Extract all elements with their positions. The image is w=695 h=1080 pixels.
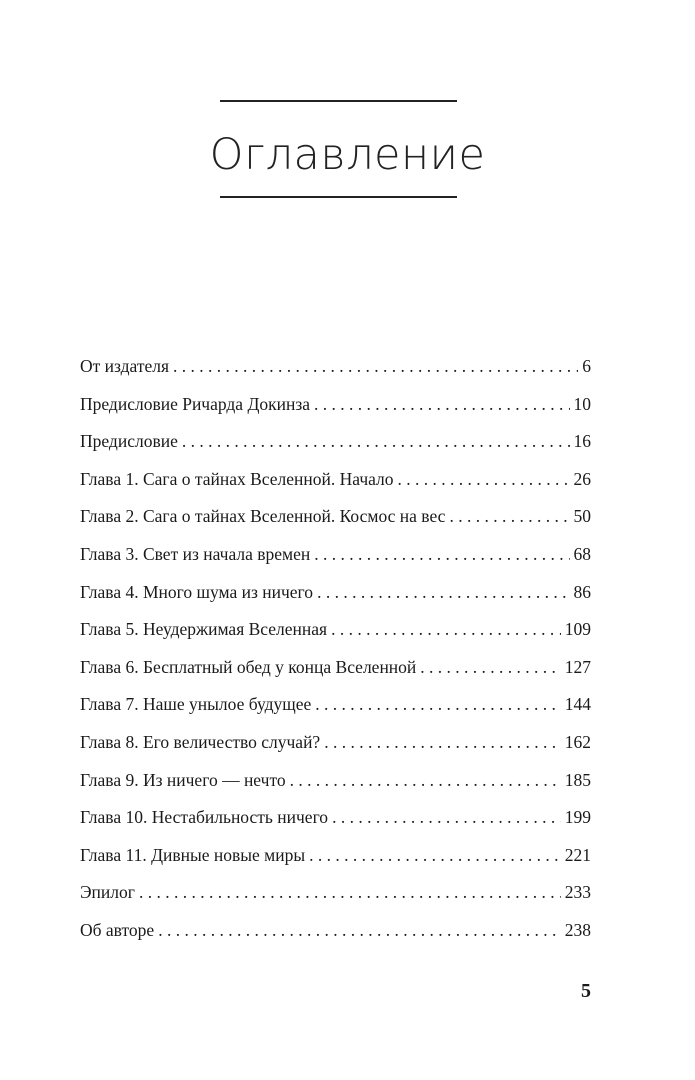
title-rule-bottom	[220, 196, 457, 198]
toc-entry-label: Предисловие Ричарда Докинза	[80, 393, 311, 414]
dot-leader	[398, 469, 570, 490]
toc-entry-label: Глава 9. Из ничего — нечто	[80, 769, 286, 790]
toc-entry	[80, 920, 591, 958]
dot-leader	[331, 619, 561, 640]
toc-entry-label: От издателя	[80, 356, 170, 376]
toc-entry	[80, 544, 591, 582]
toc-entry-page: 185	[564, 769, 591, 790]
toc-entry-page: 233	[564, 882, 591, 903]
toc-entry	[80, 619, 591, 657]
toc-entry-page: 68	[573, 543, 591, 564]
toc-entry	[80, 582, 591, 620]
toc-entry	[80, 657, 591, 695]
table-of-contents	[80, 356, 591, 958]
toc-entry	[80, 732, 591, 770]
toc-entry-page: 26	[573, 468, 591, 489]
dot-leader	[173, 356, 578, 377]
dot-leader	[309, 845, 561, 866]
toc-entry	[80, 394, 591, 432]
dot-leader	[324, 732, 561, 753]
toc-entry	[80, 694, 591, 732]
toc-entry-page: 6	[582, 356, 591, 376]
toc-entry-label: Об авторе	[80, 919, 155, 940]
toc-entry-page: 144	[564, 694, 591, 715]
toc-entry	[80, 845, 591, 883]
toc-entry-page: 221	[564, 844, 591, 865]
toc-entry-label: Глава 3. Свет из начала времен	[80, 543, 311, 564]
toc-entry	[80, 882, 591, 920]
toc-entry-label: Эпилог	[80, 882, 135, 903]
toc-entry-label: Глава 7. Наше унылое будущее	[80, 694, 312, 715]
toc-entry	[80, 431, 591, 469]
toc-entry-label: Глава 2. Сага о тайнах Вселенной. Космос на вес	[80, 506, 446, 527]
toc-entry-page: 10	[573, 393, 591, 414]
toc-entry	[80, 506, 591, 544]
dot-leader	[449, 506, 569, 527]
dot-leader	[315, 694, 560, 715]
dot-leader	[182, 431, 570, 452]
toc-entry-label: Глава 4. Много шума из ничего	[80, 581, 314, 602]
dot-leader	[317, 582, 569, 603]
toc-entry	[80, 356, 591, 394]
title-rule-top	[220, 100, 457, 102]
page-title: Оглавление	[209, 130, 486, 180]
toc-entry	[80, 469, 591, 507]
toc-entry-label: Глава 10. Нестабильность ничего	[80, 807, 329, 828]
dot-leader	[420, 657, 560, 678]
toc-entry-page: 50	[573, 506, 591, 527]
toc-entry-label: Глава 1. Сага о тайнах Вселенной. Начало	[80, 468, 394, 489]
dot-leader	[314, 394, 569, 415]
toc-entry	[80, 807, 591, 845]
dot-leader	[314, 544, 569, 565]
toc-entry-page: 127	[564, 656, 591, 677]
page-number: 5	[581, 980, 591, 1002]
toc-entry-label: Глава 5. Неудержимая Вселенная	[80, 619, 328, 640]
toc-entry-label: Глава 11. Дивные новые миры	[80, 844, 306, 865]
toc-entry-page: 109	[564, 619, 591, 640]
toc-entry-page: 238	[564, 919, 591, 940]
dot-leader	[158, 920, 561, 941]
toc-entry-page: 16	[573, 431, 591, 452]
toc-entry-page: 86	[573, 581, 591, 602]
dot-leader	[139, 882, 561, 903]
dot-leader	[290, 770, 561, 791]
toc-entry-label: Глава 8. Его величество случай?	[80, 731, 321, 752]
toc-entry-label: Глава 6. Бесплатный обед у конца Вселенной	[80, 656, 417, 677]
toc-entry	[80, 770, 591, 808]
dot-leader	[332, 807, 561, 828]
toc-entry-page: 199	[564, 807, 591, 828]
toc-entry-label: Предисловие	[80, 431, 178, 452]
toc-entry-page: 162	[564, 731, 591, 752]
